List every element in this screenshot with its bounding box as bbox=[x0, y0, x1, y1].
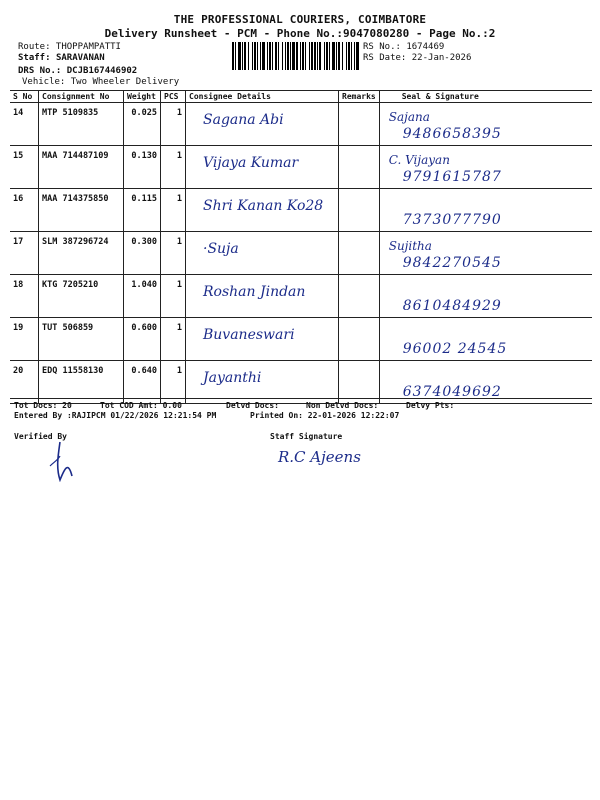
signature-phone: 6374049692 bbox=[402, 384, 502, 400]
col-remarks: Remarks bbox=[339, 91, 380, 103]
verified-signature-icon bbox=[40, 436, 80, 482]
signature-phone: 9791615787 bbox=[402, 169, 502, 185]
cell-consignment-no: SLM 387296724 bbox=[39, 232, 124, 275]
verified-by-label: Verified By bbox=[14, 432, 67, 441]
cell-sno: 14 bbox=[10, 103, 39, 146]
footer-divider bbox=[10, 398, 592, 399]
col-seal: Seal & Signature bbox=[379, 91, 592, 103]
cell-weight: 0.300 bbox=[124, 232, 161, 275]
runsheet-table bbox=[10, 90, 592, 404]
cell-consignment-no: MTP 5109835 bbox=[39, 103, 124, 146]
table-row bbox=[10, 103, 592, 146]
signature-name: Sajana bbox=[388, 110, 430, 124]
table-row bbox=[10, 146, 592, 189]
table-row bbox=[10, 275, 592, 318]
total-docs: Tot Docs: 20 bbox=[14, 401, 72, 410]
col-consignee: Consignee Details bbox=[186, 91, 339, 103]
consignee-handwriting: Sagana Abi bbox=[203, 112, 284, 128]
cell-consignment-no: MAA 714375850 bbox=[39, 189, 124, 232]
cell-sno: 19 bbox=[10, 318, 39, 361]
cell-seal-signature bbox=[379, 232, 592, 275]
cell-weight: 0.600 bbox=[124, 318, 161, 361]
cell-consignee bbox=[186, 275, 339, 318]
table-row bbox=[10, 318, 592, 361]
signature-phone: 9486658395 bbox=[402, 126, 502, 142]
cell-sno: 15 bbox=[10, 146, 39, 189]
cell-seal-signature bbox=[379, 189, 592, 232]
consignee-handwriting: Shri Kanan Ko28 bbox=[203, 198, 324, 214]
cell-sno: 20 bbox=[10, 361, 39, 404]
cell-pcs: 1 bbox=[161, 318, 186, 361]
cell-pcs: 1 bbox=[161, 189, 186, 232]
runsheet-subtitle: Delivery Runsheet - PCM - Phone No.:9047080280 - Page No.:2 bbox=[104, 27, 496, 40]
cell-consignee bbox=[186, 189, 339, 232]
consignee-handwriting: Buvaneswari bbox=[203, 327, 295, 343]
consignee-handwriting: Jayanthi bbox=[203, 370, 262, 386]
cell-pcs: 1 bbox=[161, 146, 186, 189]
staff-name: SARAVANAN bbox=[55, 53, 105, 63]
delivery-points: Delvy Pts: bbox=[406, 401, 455, 410]
signature-block bbox=[383, 151, 589, 188]
cell-consignee bbox=[186, 103, 339, 146]
signature-name: C. Vijayan bbox=[388, 153, 450, 167]
col-pcs: PCS bbox=[161, 91, 186, 103]
staff-signature-hand: R.C Ajeens bbox=[278, 448, 361, 466]
cell-pcs: 1 bbox=[161, 275, 186, 318]
cell-weight: 0.115 bbox=[124, 189, 161, 232]
cell-pcs: 1 bbox=[161, 232, 186, 275]
cell-consignment-no: KTG 7205210 bbox=[39, 275, 124, 318]
cell-pcs: 1 bbox=[161, 361, 186, 404]
signature-block bbox=[383, 108, 589, 145]
cell-sno: 16 bbox=[10, 189, 39, 232]
cell-remarks bbox=[339, 189, 380, 232]
cell-seal-signature bbox=[379, 318, 592, 361]
staff-label bbox=[18, 53, 105, 64]
signature-name: Sujitha bbox=[388, 239, 432, 253]
cell-seal-signature bbox=[379, 146, 592, 189]
staff-signature-label: Staff Signature bbox=[270, 432, 343, 441]
cell-weight: 0.025 bbox=[124, 103, 161, 146]
table-row bbox=[10, 189, 592, 232]
cell-remarks bbox=[339, 103, 380, 146]
cell-pcs: 1 bbox=[161, 103, 186, 146]
signature-block bbox=[383, 323, 589, 360]
rs-number: RS No.: 1674469 bbox=[363, 42, 445, 52]
cell-consignment-no: EDQ 11558130 bbox=[39, 361, 124, 404]
col-consignment: Consignment No bbox=[39, 91, 124, 103]
printed-on: Printed On: 22-01-2026 12:22:07 bbox=[250, 411, 400, 420]
total-cod-amount: Tot COD Amt: 0.00 bbox=[100, 401, 182, 410]
barcode-icon bbox=[232, 42, 360, 70]
cell-consignee bbox=[186, 318, 339, 361]
cell-seal-signature bbox=[379, 103, 592, 146]
signature-phone: 96002 24545 bbox=[402, 341, 508, 357]
col-weight: Weight bbox=[124, 91, 161, 103]
cell-remarks bbox=[339, 146, 380, 189]
route-label: Route: THOPPAMPATTI bbox=[18, 42, 121, 52]
consignee-handwriting: Roshan Jindan bbox=[203, 284, 306, 300]
signature-phone: 9842270545 bbox=[402, 255, 502, 271]
cell-weight: 1.040 bbox=[124, 275, 161, 318]
signature-phone: 7373077790 bbox=[402, 212, 502, 228]
consignee-handwriting: ·Suja bbox=[203, 241, 239, 257]
cell-remarks bbox=[339, 275, 380, 318]
cell-weight: 0.640 bbox=[124, 361, 161, 404]
signature-phone: 8610484929 bbox=[402, 298, 502, 314]
cell-weight: 0.130 bbox=[124, 146, 161, 189]
rs-date: RS Date: 22-Jan-2026 bbox=[363, 53, 472, 63]
cell-consignment-no: TUT 506859 bbox=[39, 318, 124, 361]
col-sno: S No bbox=[10, 91, 39, 103]
company-title: THE PROFESSIONAL COURIERS, COIMBATORE bbox=[173, 13, 427, 26]
non-delivered-docs: Non Delvd Docs: bbox=[306, 401, 379, 410]
cell-sno: 17 bbox=[10, 232, 39, 275]
cell-sno: 18 bbox=[10, 275, 39, 318]
table-header-row bbox=[10, 91, 592, 103]
cell-consignment-no: MAA 714487109 bbox=[39, 146, 124, 189]
cell-seal-signature bbox=[379, 275, 592, 318]
entered-by: Entered By :RAJIPCM 01/22/2026 12:21:54 PM bbox=[14, 411, 217, 420]
delivered-docs: Delvd Docs: bbox=[226, 401, 279, 410]
staff-key: Staff: bbox=[18, 53, 56, 63]
cell-remarks bbox=[339, 232, 380, 275]
cell-consignee bbox=[186, 232, 339, 275]
table-row bbox=[10, 232, 592, 275]
cell-consignee bbox=[186, 146, 339, 189]
signature-block bbox=[383, 237, 589, 274]
cell-remarks bbox=[339, 318, 380, 361]
signature-block bbox=[383, 194, 589, 231]
drs-number: DRS No.: DCJB167446902 bbox=[18, 66, 138, 76]
consignee-handwriting: Vijaya Kumar bbox=[203, 155, 299, 171]
vehicle-label: Vehicle: Two Wheeler Delivery bbox=[22, 77, 180, 87]
signature-block bbox=[383, 280, 589, 317]
